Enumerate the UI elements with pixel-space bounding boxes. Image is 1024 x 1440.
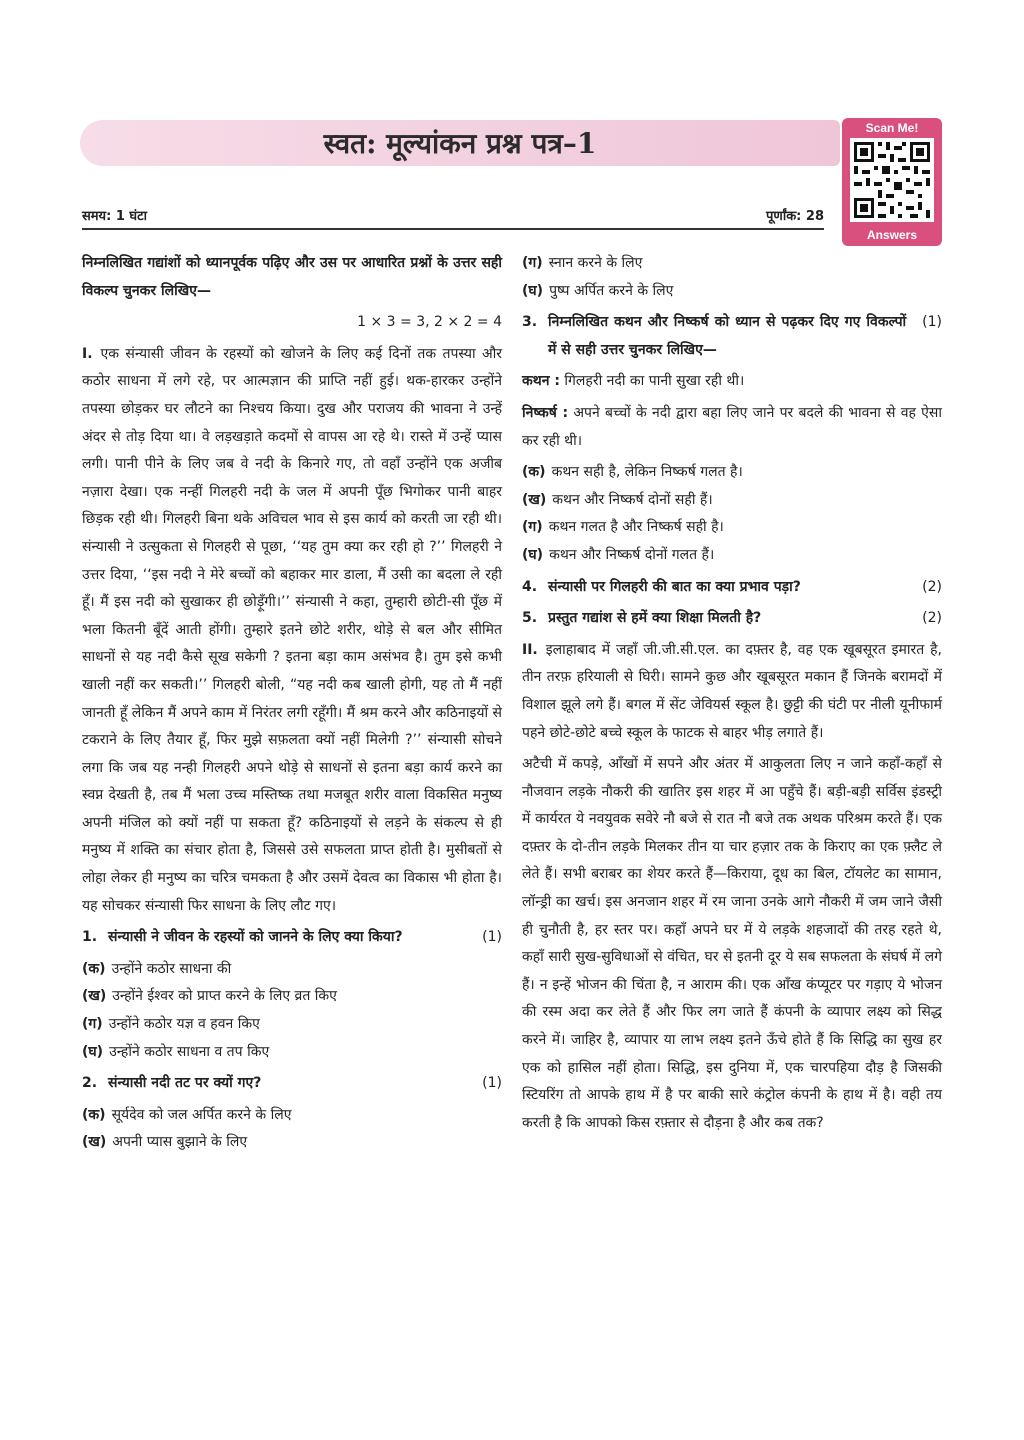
option-item (82, 983, 502, 1011)
left-column (82, 250, 502, 1157)
question-3 (522, 309, 942, 364)
marks-formula: 1 × 3 = 3, 2 × 2 = 4 (357, 314, 502, 331)
question-text: संन्यासी पर गिलहरी की बात का क्या प्रभाव पड़ा? (548, 578, 801, 595)
page-title: स्वत: मूल्यांकन प्रश्न पत्र–1 (323, 127, 597, 160)
option-label: (घ) (522, 282, 544, 299)
option-text: उन्होंने कठोर यज्ञ व हवन किए (108, 1016, 260, 1033)
passage-2-label: II. (522, 641, 538, 658)
question-text: निम्नलिखित कथन और निष्कर्ष को ध्यान से पढ़कर दिए गए विकल्पों में से सही उत्तर चुनकर लिखिए— (548, 314, 907, 358)
question-number: 3. (522, 314, 538, 331)
option-item (522, 542, 942, 570)
conclusion (522, 400, 942, 455)
question-number: 5. (522, 610, 538, 627)
option-text: कथन गलत है और निष्कर्ष सही है। (548, 519, 724, 536)
passage-1-label: I. (82, 345, 93, 362)
question-marks: (1) (482, 929, 502, 946)
option-text: पुष्प अर्पित करने के लिए (549, 282, 674, 299)
option-label: (घ) (82, 1043, 104, 1060)
conclusion-label: निष्कर्ष : (522, 404, 569, 421)
option-item (82, 1039, 502, 1067)
option-text: सूर्यदेव को जल अर्पित करने के लिए (111, 1106, 292, 1123)
option-label: (ख) (82, 988, 107, 1005)
option-text: उन्होंने ईश्वर को प्राप्त करने के लिए व्रत किए (112, 988, 337, 1005)
question-number: 1. (82, 929, 98, 946)
option-item (522, 250, 942, 278)
option-text: कथन सही है, लेकिन निष्कर्ष गलत है। (551, 464, 743, 481)
time-label: समय: 1 घंटा (82, 209, 147, 224)
title-banner (80, 120, 840, 166)
passage-2-paragraph-2: अटैची में कपड़े, आँखों में सपने और अंतर में आकुलता लिए न जाने कहाँ-कहाँ से नौजवान लड़के नौकरी की खातिर इस शहर में आ पहुँचे हैं। बड़ी-बड़ी सर्विस इंडस्ट्री में कार्यरत ये नवयुवक सवेरे नौ बजे से रात नौ बजे तक अथक परिश्रम करते हैं। एक दफ़्तर के दो-तीन लड़के मिलकर तीन या चार हज़ार तक के किराए का एक फ़्लैट ले लेते हैं। सभी बराबर का शेयर करते हैं—किराया, दूध का बिल, टॉयलेट का सामान, लॉन्ड्री का खर्च। इस अनजान शहर में रम जाना उनके आगे नौकरी में जम जाने जैसी ही चुनौती है, हर स्तर पर। कहाँ अपने घर में ये लड़के शहजादों की तरह रहते थे, कहाँ सारी सुख-सुविधाओं से वंचित, घर से इतनी दूर ये सब सफलता के संघर्ष में लगे हैं। न इन्हें भोजन की चिंता है, न आराम की। एक आँख कंप्यूटर पर गड़ाए ये भोजन की रस्म अदा कर लेते हैं और फिर लग जाते हैं कंपनी के व्यापार लक्ष्य को सिद्ध करने में। जाहिर है, व्यापार या लाभ लक्ष्य इतने ऊँचे होते हैं कि सिद्धि का सुख हर एक को हासिल नहीं होता। सिद्धि, इस दुनिया में, एक चारपहिया दौड़ है जिसकी स्टियरिंग तो आपके हाथ में है पर बाकी सारे कंट्रोल कंपनी के हाथ में है। वही तय करती है कि आपको किस रफ़्तार से दौड़ना है और कब तक? (522, 756, 942, 1131)
question-text: संन्यासी नदी तट पर क्यों गए? (108, 1075, 262, 1092)
question-5 (522, 605, 942, 633)
passage-2-text: इलाहाबाद में जहाँ जी.जी.सी.एल. का दफ़्तर है, वह एक खूबसूरत इमारत है, तीन तरफ़ हरियाली से घिरी। सामने कुछ और खूबसूरत मकान हैं जिनके बरामदों में विशाल झूले लगे हैं। बगल में सेंट जेवियर्स स्कूल है। छुट्टी की घंटी पर नीली यूनीफार्म पहने छोटे-छोटे बच्चे स्कूल के फाटक से बाहर भीड़ लगाते हैं। (522, 641, 942, 741)
option-label: (क) (82, 960, 106, 977)
option-label: (घ) (522, 546, 544, 563)
option-text: उन्होंने कठोर साधना की (111, 960, 232, 977)
option-label: (ख) (82, 1134, 107, 1151)
total-marks-label: पूर्णांक: 28 (766, 209, 824, 224)
option-item (82, 1129, 502, 1157)
qr-code-icon[interactable] (850, 138, 934, 222)
option-label: (क) (82, 1106, 106, 1123)
question-text: प्रस्तुत गद्यांश से हमें क्या शिक्षा मिलती है? (548, 610, 762, 627)
conclusion-text: अपने बच्चों के नदी द्वारा बहा लिए जाने पर बदले की भावना से वह ऐसा कर रही थी। (522, 404, 942, 449)
passage-2 (522, 637, 942, 747)
option-text: कथन और निष्कर्ष दोनों गलत हैं। (549, 546, 715, 563)
option-label: (ग) (82, 1016, 103, 1033)
option-text: स्नान करने के लिए (548, 255, 643, 271)
option-label: (क) (522, 464, 546, 481)
option-item (522, 487, 942, 515)
question-text: संन्यासी ने जीवन के रहस्यों को जानने के लिए क्या किया? (108, 929, 403, 946)
question-1 (82, 924, 502, 952)
option-item (82, 1011, 502, 1039)
question-marks: (1) (922, 314, 942, 331)
passage-1 (82, 341, 502, 920)
question-4 (522, 574, 942, 602)
answers-label: Answers (866, 228, 918, 242)
qr-card[interactable] (842, 118, 942, 246)
statement-label: कथन : (522, 373, 560, 390)
option-label: (ग) (522, 255, 543, 271)
question-number: 2. (82, 1075, 98, 1092)
option-item (522, 514, 942, 542)
meta-row (82, 204, 824, 230)
question-number: 4. (522, 578, 538, 595)
question-marks: (2) (922, 610, 942, 627)
option-text: कथन और निष्कर्ष दोनों सही हैं। (552, 491, 713, 508)
passage-1-text: एक संन्यासी जीवन के रहस्यों को खोजने के लिए कई दिनों तक तपस्या और कठोर साधना में लगे रहे, पर आत्मज्ञान की प्राप्ति नहीं हुई। थक-हारकर उन्होंने तपस्या छोड़कर घर लौटने का निश्चय किया। दुख और पराजय की भावना ने उन्हें अंदर से तोड़ दिया था। वे लड़खड़ाते कदमों से वापस आ रहे थे। रास्ते में उन्हें प्यास लगी। पानी पीने के लिए जब वे नदी के किनारे गए, तो वहाँ उन्होंने एक अजीब नज़ारा देखा। एक नन्हीं गिलहरी नदी के जल में अपनी पूँछ भिगोकर पानी बाहर छिड़क रही थी। गिलहरी बिना थके अविचल भाव से इस कार्य को करती जा रही थी। संन्यासी ने उत्सुकता से गिलहरी से पूछा, ‘‘यह तुम क्या कर रही हो ?’’ गिलहरी ने उत्तर दिया, ‘‘इस नदी ने मेरे बच्चों को बहाकर मार डाला, मैं उसी का बदला ले रही हूँ। मैं इस नदी को सुखाकर ही छोड़ूँगी।’’ संन्यासी ने कहा, तुम्हारी छोटी-सी पूँछ में भला कितनी बूँदें आती होंगी। तुम्हारे इतने छोटे शरीर, थोड़े से बल और सीमित साधनों से यह नदी कैसे सूख सकेगी ? इतना बड़ा काम असंभव है। तुम इसे कभी खाली नहीं कर सकती।’’ गिलहरी बोली, “यह नदी कब खाली होगी, यह तो मैं नहीं जानती हूँ लेकिन मैं अपने काम में निरंतर लगी रहूँगी। मैं श्रम करने और कठिनाइयों से टकराने के लिए तैयार हूँ, फिर मुझे सफ़लता क्यों नहीं मिलेगी ?’’ संन्यासी सोचने लगा कि जब यह नन्ही गिलहरी अपने थोड़े से साधनों से इतना बड़ा कार्य करने का स्वप्न देखती है, तब मैं भला उच्च मस्तिष्क तथा मजबूत शरीर वाला विकसित मनुष्य अपनी मंजिल को क्यों नहीं पा सकता हूँ? कठिनाइयों से लड़ने के संकल्प से ही मनुष्य में शक्ति का संचार होता है, जिससे उसे सफलता प्राप्त होती है। मुसीबतों से लोहा लेकर ही मनुष्य का चरित्र चमकता है और उसमें देवत्व का विकास भी होता है। यह सोचकर संन्यासी फिर साधना के लिए लौट गए। (82, 345, 502, 914)
scan-me-label: Scan Me! (865, 121, 919, 135)
option-item (522, 459, 942, 487)
option-label: (ख) (522, 491, 547, 508)
question-marks: (1) (482, 1075, 502, 1092)
statement-text: गिलहरी नदी का पानी सुखा रही थी। (564, 373, 745, 390)
option-item (82, 1102, 502, 1130)
option-item (522, 278, 942, 306)
statement (522, 368, 942, 396)
option-text: अपनी प्यास बुझाने के लिए (112, 1134, 248, 1151)
question-marks: (2) (922, 578, 942, 595)
option-item (82, 956, 502, 984)
option-text: उन्होंने कठोर साधना व तप किए (109, 1043, 270, 1060)
instruction-text: निम्नलिखित गद्यांशों को ध्यानपूर्वक पढ़िए और उस पर आधारित प्रश्नों के उत्तर सही विकल्प चुनकर लिखिए— (82, 255, 502, 299)
question-2 (82, 1070, 502, 1098)
option-label: (ग) (522, 519, 543, 536)
right-column (522, 250, 942, 1141)
